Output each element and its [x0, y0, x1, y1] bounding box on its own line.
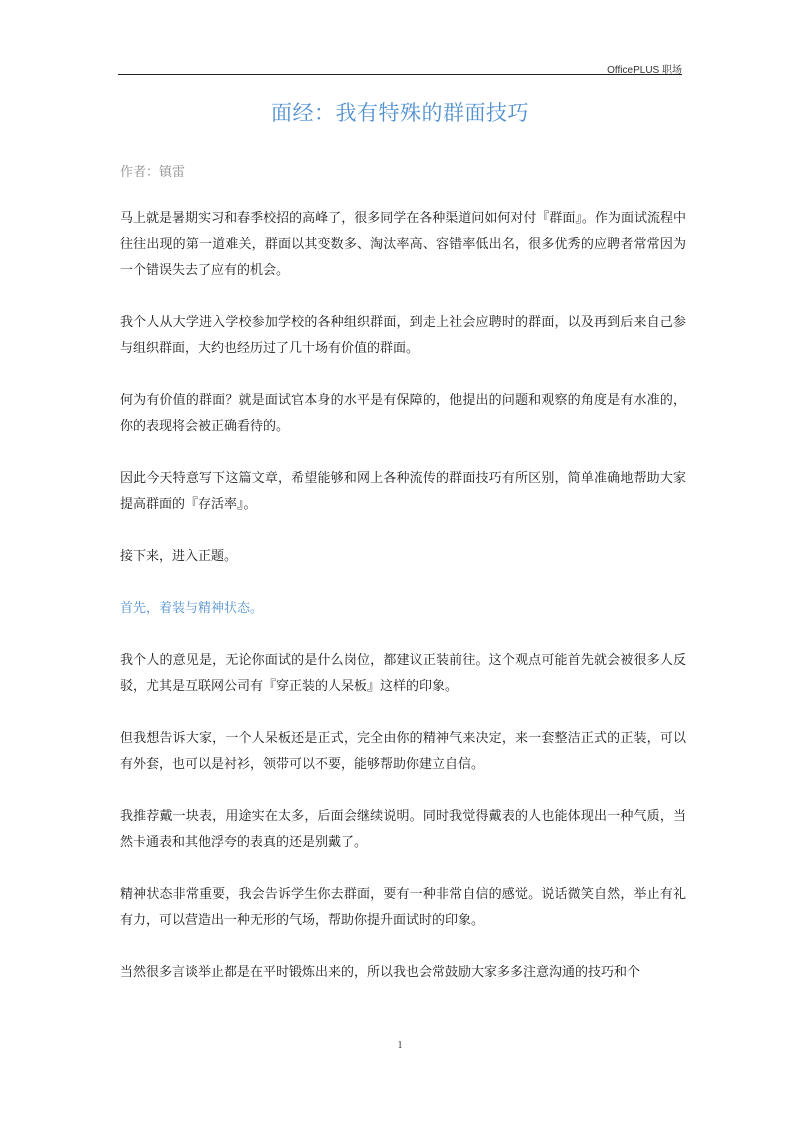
paragraph: 马上就是暑期实习和春季校招的高峰了，很多同学在各种渠道问如何对付『群面』。作为面试流程中往往出现的第一道难关，群面以其变数多、淘汰率高、容错率低出名，很多优秀的应聘者常常因为一个错误失去了应有的机会。	[120, 211, 686, 278]
paragraph: 我个人从大学进入学校参加学校的各种组织群面，到走上社会应聘时的群面，以及再到后来自己参与组织群面，大约也经历过了几十场有价值的群面。	[120, 315, 686, 356]
header-brand: OfficePLUS 职场	[607, 65, 682, 76]
paragraph: 何为有价值的群面？就是面试官本身的水平是有保障的，他提出的问题和观察的角度是有水准的，你的表现将会被正确看待的。	[120, 393, 686, 434]
paragraph: 我个人的意见是，无论你面试的是什么岗位，都建议正装前往。这个观点可能首先就会被很多人反驳，尤其是互联网公司有『穿正装的人呆板』这样的印象。	[120, 653, 686, 694]
author-line: 作者：镇雷	[120, 165, 186, 180]
document-title: 面经：我有特殊的群面技巧	[271, 101, 529, 125]
page-number: 1	[397, 1040, 403, 1051]
paragraph: 我推荐戴一块表，用途实在太多，后面会继续说明。同时我觉得戴表的人也能体现出一种气质，当然卡通表和其他浮夸的表真的还是别戴了。	[120, 809, 686, 850]
paragraph: 接下来，进入正题。	[120, 549, 238, 564]
paragraph: 因此今天特意写下这篇文章，希望能够和网上各种流传的群面技巧有所区别，简单准确地帮助大家提高群面的『存活率』。	[120, 471, 686, 512]
section-heading: 首先，着装与精神状态。	[120, 601, 264, 616]
paragraph: 当然很多言谈举止都是在平时锻炼出来的，所以我也会常鼓励大家多多注意沟通的技巧和个	[120, 965, 641, 980]
header-divider	[118, 74, 682, 75]
paragraph: 但我想告诉大家，一个人呆板还是正式，完全由你的精神气来决定，来一套整洁正式的正装，可以有外套，也可以是衬衫，领带可以不要，能够帮助你建立自信。	[120, 731, 686, 772]
document-body	[120, 206, 686, 986]
paragraph: 精神状态非常重要，我会告诉学生你去群面，要有一种非常自信的感觉。说话微笑自然，举止有礼有力，可以营造出一种无形的气场，帮助你提升面试时的印象。	[120, 887, 686, 928]
